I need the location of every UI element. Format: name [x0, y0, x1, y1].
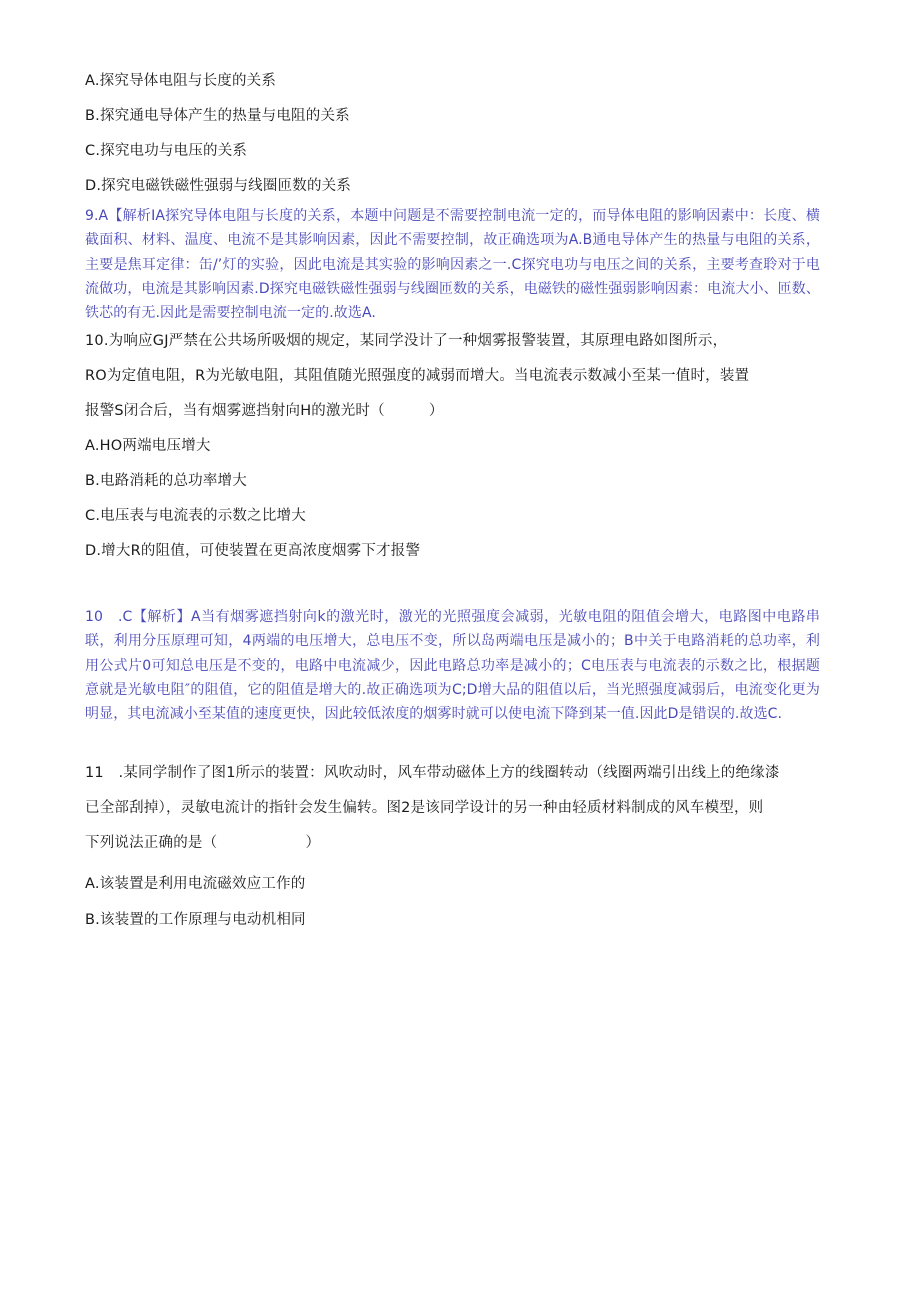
q11-option-b: B.该装置的工作原理与电动机相同	[85, 912, 306, 928]
q10-answer-explanation: 10 .C【解析】A当有烟雾遮挡射向k的激光时，激光的光照强度会减弱，光敏电阻的阻值会增大，电路图中电路串联，利用分压原理可知，4两端的电压增大，总电压不变，所以岛两端电压是减小的；B中关于电路消耗的总功率，利用公式片0可知总电压是不变的，电路中电流减少，因此电路总功率是减小的；C电压表与电流表的示数之比，根据题意就是光敏电阻″的阻值，它的阻值是增大的.故正确选项为C;D增大品的阻值以后，当光照强度减弱后，电流变化更为明显，其电流减小至某值的速度更快，因此较低浓度的烟雾时就可以使电流下降到某一值.因此D是错误的.故选C.	[85, 609, 820, 723]
q10-option-c: C.电压表与电流表的示数之比增大	[85, 508, 306, 524]
q9-option-b: B.探究通电导体产生的热量与电阻的关系	[85, 108, 350, 124]
q9-option-a: A.探究导体电阻与长度的关系	[85, 73, 277, 89]
q10-stem-line-3: 报警S闭合后，当有烟雾遮挡射向H的激光时（ ）	[85, 403, 444, 419]
q10-option-b: B.电路消耗的总功率增大	[85, 473, 247, 489]
q9-option-d: D.探究电磁铁磁性强弱与线圈匝数的关系	[85, 178, 352, 194]
q11-stem-line-2: 已全部刮掉），灵敏电流计的指针会发生偏转。图2是该同学设计的另一种由轻质材料制成的风车模型，则	[85, 800, 764, 816]
q10-stem-line-1: 10.为响应GJ严禁在公共场所吸烟的规定，某同学没计了一种烟雾报警装置，其原理电路如图所示，	[85, 333, 728, 349]
q11-option-a: A.该装置是利用电流磁效应工作的	[85, 876, 306, 892]
q9-answer-explanation: 9.A【解析IA探究导体电阻与长度的关系，本题中问题是不需要控制电流一定的，而导体电阻的影响因素中：长度、横截面积、材料、温度、电流不是其影响因素，因此不需要控制，故正确选项为A.B通电导体产生的热量与电阻的关系，主要是焦耳定律：缶/’灯的实验，因此电流是其实验的影响因素之一.C探究电功与电压之间的关系，主要考查聆对于电流做功，电流是其影响因素.D探究电磁铁磁性强弱与线圈匝数的关系，电磁铁的磁性强弱影响因素：电流大小、匝数、铁芯的有无.因此是需要控制电流一定的.故选A.	[85, 208, 820, 322]
q11-stem-line-3: 下列说法正确的是（ ）	[85, 835, 321, 851]
q10-option-a: A.HO两端电压增大	[85, 438, 211, 454]
q11-stem-line-1: 11 .某同学制作了图1所示的装置：风吹动时，风车带动磁体上方的线圈转动（线圈两端引出线上的绝缘漆	[85, 765, 780, 781]
q10-stem-line-2: RO为定值电阻，R为光敏电阻，其阻值随光照强度的减弱而增大。当电流表示数减小至某一值时，装置	[85, 368, 750, 384]
q9-option-c: C.探究电功与电压的关系	[85, 143, 248, 159]
q10-option-d: D.增大R的阻值，可使装置在更高浓度烟雾下才报警	[85, 543, 421, 559]
